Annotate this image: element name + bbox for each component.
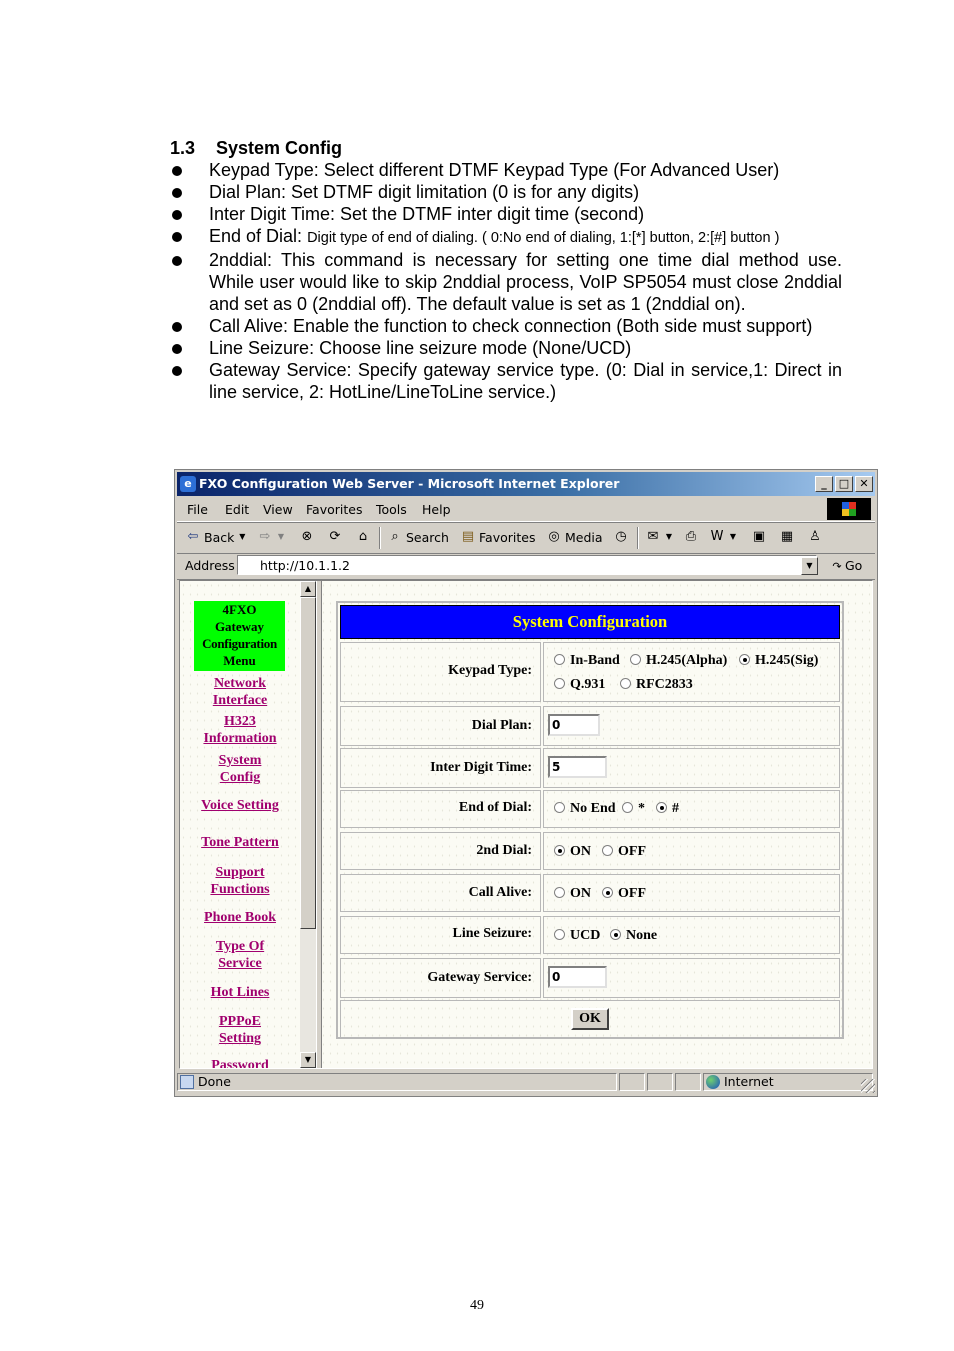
nav-menu-header: 4FXO Gateway Configuration Menu (194, 601, 285, 671)
inter-digit-time-input[interactable]: 5 (548, 756, 607, 778)
close-button[interactable]: ✕ (855, 476, 873, 492)
nav-pppoe-setting[interactable]: PPPoE Setting (219, 1014, 261, 1046)
page-done-icon (180, 1075, 194, 1089)
search-button[interactable]: ⌕ Search (387, 529, 449, 545)
section-title: System Config (216, 138, 343, 158)
menu-help[interactable]: Help (422, 502, 451, 517)
search-icon: ⌕ (391, 529, 399, 544)
nav-voice-setting[interactable]: Voice Setting (201, 798, 279, 813)
messenger-person-icon: ♙ (809, 529, 821, 544)
section-number: 1.3 (170, 138, 196, 158)
address-label: Address (185, 558, 235, 573)
chevron-down-icon: ▼ (729, 532, 737, 541)
row-2nd-dial (340, 832, 840, 870)
nav-network-interface[interactable]: Network Interface (212, 676, 268, 708)
keypad-h245sig-radio[interactable]: H.245(Sig) (739, 653, 818, 669)
form-title: System Configuration (340, 605, 840, 639)
row-call-alive (340, 874, 840, 912)
bullet-callalive: Call Alive: Enable the function to check connection (Both side must support) (170, 315, 842, 337)
2nd-dial-on-radio[interactable]: ON (554, 844, 591, 860)
row-submit (340, 1000, 840, 1038)
row-keypad-type (340, 642, 840, 702)
mail-button[interactable] (645, 529, 674, 545)
line-seizure-none-radio[interactable]: None (610, 928, 657, 944)
frame-divider[interactable] (316, 581, 322, 1068)
gateway-service-input[interactable]: 0 (548, 966, 607, 988)
bullet-dot-icon (172, 322, 182, 332)
go-arrow-icon: ↷ (832, 560, 842, 573)
row-gateway-service (340, 958, 840, 998)
bullet-dot-icon (172, 166, 182, 176)
2nd-dial-off-radio[interactable]: OFF (602, 844, 646, 860)
back-button[interactable]: ⇦ Back ▼ (185, 529, 247, 545)
home-icon: ⌂ (358, 529, 368, 544)
line-seizure-ucd-radio[interactable]: UCD (554, 928, 600, 944)
page-content (179, 580, 873, 1069)
go-button[interactable]: ↷ Go (829, 558, 862, 575)
page-number: 49 (470, 1298, 484, 1313)
scroll-up-icon[interactable]: ▲ (300, 581, 316, 597)
title-bar[interactable] (177, 472, 875, 496)
globe-icon (706, 1075, 720, 1089)
line-seizure-label: Line Seizure: (452, 926, 532, 941)
nav-frame (180, 581, 300, 1068)
address-input[interactable]: http://10.1.1.2 (237, 555, 817, 575)
edit-button[interactable] (709, 529, 738, 545)
nav-password[interactable]: Password (211, 1058, 269, 1069)
end-of-dial-star-radio[interactable]: * (622, 801, 645, 817)
document-body (170, 137, 842, 403)
keypad-inband-radio[interactable]: In-Band (554, 653, 620, 669)
bullet-list (170, 159, 842, 403)
status-pane (619, 1073, 645, 1091)
chevron-down-icon: ▼ (277, 532, 285, 541)
ok-button[interactable]: OK (571, 1008, 609, 1030)
menu-favorites[interactable]: Favorites (306, 502, 363, 517)
stop-button[interactable] (299, 529, 315, 545)
forward-arrow-icon: ⇨ (259, 529, 271, 544)
favorites-folder-icon: ▤ (461, 529, 475, 544)
discuss-button[interactable] (751, 529, 767, 545)
address-dropdown-button[interactable]: ▼ (801, 557, 818, 575)
bullet-lineseizure: Line Seizure: Choose line seizure mode (None/UCD) (170, 337, 842, 359)
keypad-rfc2833-radio[interactable]: RFC2833 (620, 677, 693, 693)
menu-bar (177, 497, 875, 522)
inter-digit-time-label: Inter Digit Time: (430, 760, 532, 775)
system-config-form (336, 601, 844, 1039)
status-text-pane: Done (177, 1073, 617, 1091)
end-of-dial-hash-radio[interactable]: # (656, 801, 679, 817)
history-icon: ◷ (615, 529, 627, 544)
nav-support-functions[interactable]: Support Functions (210, 865, 270, 897)
status-pane (675, 1073, 701, 1091)
keypad-q931-radio[interactable]: Q.931 (554, 677, 605, 693)
dial-plan-label: Dial Plan: (471, 718, 532, 733)
row-end-of-dial (340, 790, 840, 828)
resize-grip-icon[interactable] (861, 1079, 875, 1093)
media-button[interactable]: ◎ Media (546, 529, 603, 545)
address-bar (177, 553, 875, 580)
status-bar (177, 1071, 875, 1093)
forward-button[interactable] (257, 529, 286, 545)
refresh-button[interactable] (327, 529, 343, 545)
windows-logo-icon (827, 498, 871, 520)
menu-view[interactable]: View (263, 502, 293, 517)
scroll-down-icon[interactable]: ▼ (300, 1052, 316, 1068)
keypad-type-label: Keypad Type: (448, 663, 532, 678)
end-of-dial-label: End of Dial: (458, 800, 532, 815)
dial-plan-input[interactable]: 0 (548, 714, 600, 736)
maximize-button[interactable]: □ (835, 476, 853, 492)
scroll-thumb[interactable] (300, 597, 316, 929)
mail-icon: ✉ (647, 529, 659, 544)
nav-tone-pattern[interactable]: Tone Pattern (201, 835, 279, 850)
row-dial-plan (340, 706, 840, 746)
menu-tools[interactable]: Tools (376, 502, 407, 517)
toolbar-divider (637, 527, 639, 549)
call-alive-on-radio[interactable]: ON (554, 886, 591, 902)
ie-logo-icon: e (180, 476, 196, 492)
back-arrow-icon: ⇦ (187, 529, 199, 544)
chevron-down-icon: ▼ (239, 532, 246, 541)
window-title: FXO Configuration Web Server - Microsoft Internet Explorer (199, 476, 620, 491)
media-icon: ◎ (548, 529, 560, 544)
bullet-interdigit: Inter Digit Time: Set the DTMF inter digit time (second) (170, 203, 842, 225)
browser-window (174, 469, 878, 1097)
toolbar (177, 522, 875, 554)
bullet-dot-icon (172, 366, 182, 376)
call-alive-off-radio[interactable]: OFF (602, 886, 646, 902)
bullet-endofdial: End of Dial: Digit type of end of dialing. ( 0:No end of dialing, 1:[*] button, 2:[#] button ) (170, 225, 842, 249)
favorites-button[interactable]: ▤ Favorites (461, 529, 536, 545)
stop-icon: ⊗ (301, 529, 313, 544)
nav-h323-information[interactable]: H323 Information (203, 714, 277, 746)
bullet-2nddial: 2nddial: This command is necessary for setting one time dial method use. While user would like to skip 2nddial process, VoIP SP5054 must close 2nddial and set as 0 (2nddial off). The default value is set as 1 (2nddial on). (170, 249, 842, 315)
status-pane (647, 1073, 673, 1091)
nav-hot-lines[interactable]: Hot Lines (210, 985, 270, 1000)
home-button[interactable] (355, 529, 371, 545)
refresh-icon: ⟳ (329, 529, 341, 544)
bullet-dot-icon (172, 232, 182, 242)
menu-file[interactable]: File (187, 502, 208, 517)
nav-scrollbar[interactable] (300, 581, 316, 1068)
bullet-dot-icon (172, 210, 182, 220)
gateway-service-label: Gateway Service: (427, 970, 532, 985)
messenger-button[interactable] (807, 529, 823, 545)
history-button[interactable] (613, 529, 629, 545)
section-heading (170, 137, 842, 159)
row-line-seizure (340, 916, 840, 954)
discuss-icon: ▣ (752, 529, 766, 544)
zone-pane: Internet (703, 1073, 873, 1091)
minimize-button[interactable]: _ (815, 476, 833, 492)
chevron-down-icon: ▼ (665, 532, 673, 541)
menu-edit[interactable]: Edit (225, 502, 250, 517)
research-button[interactable] (779, 529, 795, 545)
nav-system-config[interactable]: System Config (218, 753, 262, 785)
2nd-dial-label: 2nd Dial: (476, 843, 532, 858)
bullet-dot-icon (172, 256, 182, 266)
bullet-dot-icon (172, 344, 182, 354)
nav-type-of-service[interactable]: Type Of Service (215, 939, 265, 971)
bullet-dot-icon (172, 188, 182, 198)
end-of-dial-none-radio[interactable]: No End (554, 801, 616, 817)
toolbar-divider (379, 527, 381, 549)
print-icon: ⎙ (685, 529, 697, 544)
research-icon: ▦ (780, 529, 794, 544)
bullet-gateway: Gateway Service: Specify gateway service type. (0: Dial in service,1: Direct in line service, 2: HotLine/LineToLine service.) (170, 359, 842, 403)
bullet-dialplan: Dial Plan: Set DTMF digit limitation (0 is for any digits) (170, 181, 842, 203)
print-button[interactable] (683, 529, 699, 545)
call-alive-label: Call Alive: (468, 885, 532, 900)
keypad-h245alpha-radio[interactable]: H.245(Alpha) (630, 653, 727, 669)
nav-phone-book[interactable]: Phone Book (204, 910, 276, 925)
word-edit-icon: W (710, 529, 724, 544)
row-inter-digit-time (340, 748, 840, 788)
bullet-keypad: Keypad Type: Select different DTMF Keypad Type (For Advanced User) (170, 159, 842, 181)
window-controls (815, 476, 873, 492)
